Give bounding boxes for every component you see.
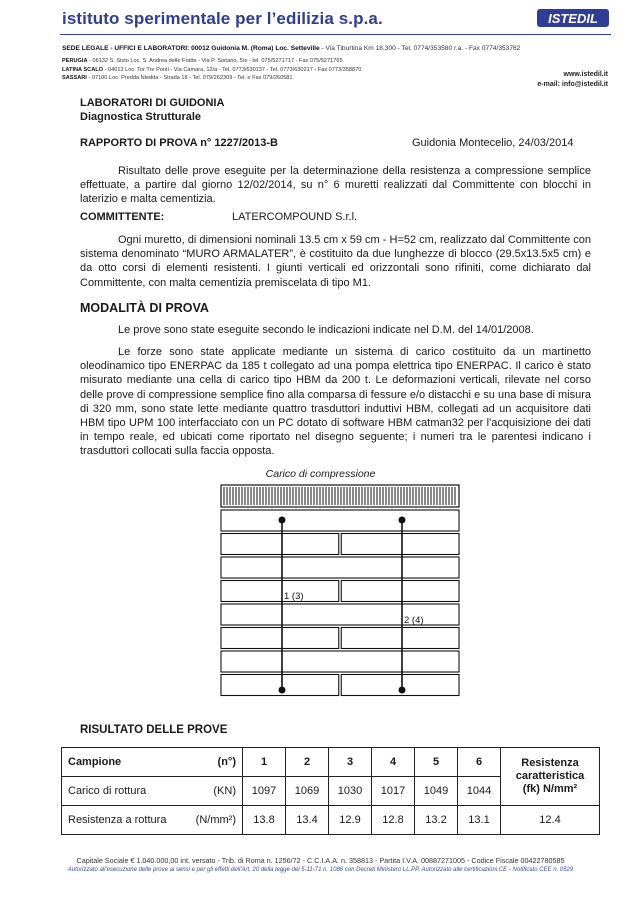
footer-company-info: Capitale Sociale € 1.040.000,00 int. versato - Trib. di Roma n. 1256/72 - C.C.I.A.A. n. 358813 - Partita I.V.A. 00887271005 - Codice Fiscale 00422780585 bbox=[76, 856, 565, 865]
load-value: 1049 bbox=[415, 777, 458, 806]
load-value: 1017 bbox=[372, 777, 415, 806]
fk-value: 12.4 bbox=[501, 806, 600, 835]
section-heading-modalita: MODALITÀ DI PROVA bbox=[80, 301, 209, 315]
sample-number: 6 bbox=[458, 748, 501, 777]
load-value: 1069 bbox=[286, 777, 329, 806]
sample-number: 1 bbox=[243, 748, 286, 777]
transducer-label-1: 1 (3) bbox=[284, 591, 304, 602]
modalita-paragraph-2: Le forze sono state applicate mediante un sistema di carico costituito da un martinetto oleodinamico tipo ENERPAC da 185 t collegato ad una pompa elettrica tipo ENERPAC. Il carico è stato misurato mediante una cella di carico tipo HBM da 200 t. Le deformazioni verticali, rilevate nel corso delle prove di compressione semplice fino alla comparsa di fessure e/o distacchi e su una base di misura di 320 mm, sono state lette mediante quattro trasduttori induttivi HBM, collegati ad un acquisitore dati HBM tipo UPM 100 interfacciato con un PC dotato di software HBM catman32 per l'acquisizione dei dati in tempo reale, ed ubicati come riportato nel disegno seguente; i numeri tra le parentesi indicano i trasduttori collocati sulla faccia opposta. bbox=[80, 346, 591, 458]
transducer-1 bbox=[279, 517, 304, 694]
sample-number: 2 bbox=[286, 748, 329, 777]
brick bbox=[221, 557, 459, 578]
wall-specimen-diagram bbox=[220, 484, 460, 704]
company-name: istituto sperimentale per l’edilizia s.p.a. bbox=[62, 9, 383, 28]
istedil-logo bbox=[537, 7, 609, 29]
website: www.istedil.it bbox=[563, 71, 608, 78]
section-heading-risultato: RISULTATO DELLE PROVE bbox=[80, 724, 228, 736]
report-title: RAPPORTO DI PROVA n° 1227/2013-B bbox=[80, 137, 278, 149]
brick bbox=[221, 510, 459, 531]
committente-label: COMMITTENTE: bbox=[80, 211, 165, 223]
brick bbox=[221, 651, 459, 672]
strength-row-label: Resistenza a rottura (N/mm²) bbox=[62, 806, 243, 835]
strength-value: 13.2 bbox=[415, 806, 458, 835]
email: e-mail: info@istedil.it bbox=[537, 81, 608, 88]
header-rule bbox=[60, 34, 611, 35]
lab-line-2: Diagnostica Strutturale bbox=[80, 111, 202, 123]
lab-line-1: LABORATORI DI GUIDONIA bbox=[80, 97, 225, 109]
load-value: 1097 bbox=[243, 777, 286, 806]
branch-offices bbox=[62, 57, 361, 83]
sede-label: SEDE LEGALE - UFFICI E LABORATORI: 00012 Guidonia M. (Roma) Loc. Setteville bbox=[62, 45, 320, 52]
campione-header: Campione (n°) bbox=[62, 748, 243, 777]
strength-value: 12.8 bbox=[372, 806, 415, 835]
office-line: PERUGIA - 06132 S. Sisto Loc. S. Andrea delle Fratte - Via P. Soriano, 5/e - tel. 075/5271717 - Fax 075/5271765 bbox=[62, 58, 343, 64]
brick bbox=[341, 628, 459, 649]
sample-number: 3 bbox=[329, 748, 372, 777]
brick bbox=[221, 581, 339, 602]
sede-legale bbox=[62, 45, 520, 52]
sample-number: 4 bbox=[372, 748, 415, 777]
brick bbox=[341, 581, 459, 602]
sede-detail: - Via Tiburtina Km 18,300 - Tel. 0774/353580 r.a. - Fax 0774/353762 bbox=[319, 45, 521, 52]
lab-name bbox=[80, 96, 224, 124]
table-row bbox=[62, 806, 600, 835]
transducer-label-2: 2 (4) bbox=[404, 615, 424, 626]
transducer-2 bbox=[399, 517, 424, 694]
load-value: 1030 bbox=[329, 777, 372, 806]
load-row-label: Carico di rottura (KN) bbox=[62, 777, 243, 806]
strength-value: 13.1 bbox=[458, 806, 501, 835]
strength-value: 13.4 bbox=[286, 806, 329, 835]
table-header-row bbox=[62, 748, 600, 777]
office-line: SASSARI - 07100 Loc. Predda Niedda - Strada 18 - Tel. 079/262309 - Tel. e Fax 079/260581 bbox=[62, 75, 293, 82]
committente-value: LATERCOMPOUND S.r.l. bbox=[232, 211, 358, 223]
brick bbox=[221, 534, 339, 555]
office-line: LATINA SCALO - 04013 Loc. Tor Tre Ponti - Via Camara, 12/a - Tel. 0773/630137 - Tel. 0773/630217 - Fax 0773/358870 bbox=[62, 66, 362, 73]
diagram-caption: Carico di compressione bbox=[265, 468, 376, 480]
brick bbox=[341, 534, 459, 555]
footer-authorization: Autorizzato all'esecuzione delle prove ai sensi e per gli effetti dell'Art. 20 della legge del 5-11-71 n. 1086 con Decreti Ministero LL.PP. Autorizzato alle certificazioni CE - Notificato CEE n. 0529 bbox=[67, 867, 574, 873]
strength-value: 12.9 bbox=[329, 806, 372, 835]
fk-header: Resistenza caratteristica (fk) N/mm² bbox=[501, 748, 600, 806]
logo-text: ISTEDIL bbox=[548, 11, 598, 26]
modalita-paragraph-1: Le prove sono state eseguite secondo le indicazioni indicate nel D.M. del 14/01/2008. bbox=[118, 324, 534, 336]
contact-block bbox=[537, 70, 608, 90]
specimen-description: Ogni muretto, di dimensioni nominali 13.5 cm x 59 cm - H=52 cm, realizzato dal Committente con sistema denominato “MURO ARMALATER”, è costituito da due lunghezze di blocco (29.5x13.5x5 cm) e da otto corsi di elementi resistenti. I giunti verticali ed orizzontali sono rifiniti, come dichiarato dal Committente, con malta cementizia premiscelata di tipo M1. bbox=[80, 234, 591, 289]
brick-courses bbox=[221, 510, 459, 696]
intro-paragraph: Risultato delle prove eseguite per la determinazione della resistenza a compressione semplice effettuate, a partire dal giorno 12/02/2014, su n° 6 muretti realizzati dal Committente con blocchi in laterizio e malta cementizia. bbox=[80, 165, 591, 206]
report-place-date: Guidonia Montecelio, 24/03/2014 bbox=[412, 137, 574, 149]
strength-value: 13.8 bbox=[243, 806, 286, 835]
results-table bbox=[61, 747, 600, 835]
brick bbox=[221, 628, 339, 649]
load-value: 1044 bbox=[458, 777, 501, 806]
load-plate bbox=[221, 485, 459, 507]
sample-number: 5 bbox=[415, 748, 458, 777]
